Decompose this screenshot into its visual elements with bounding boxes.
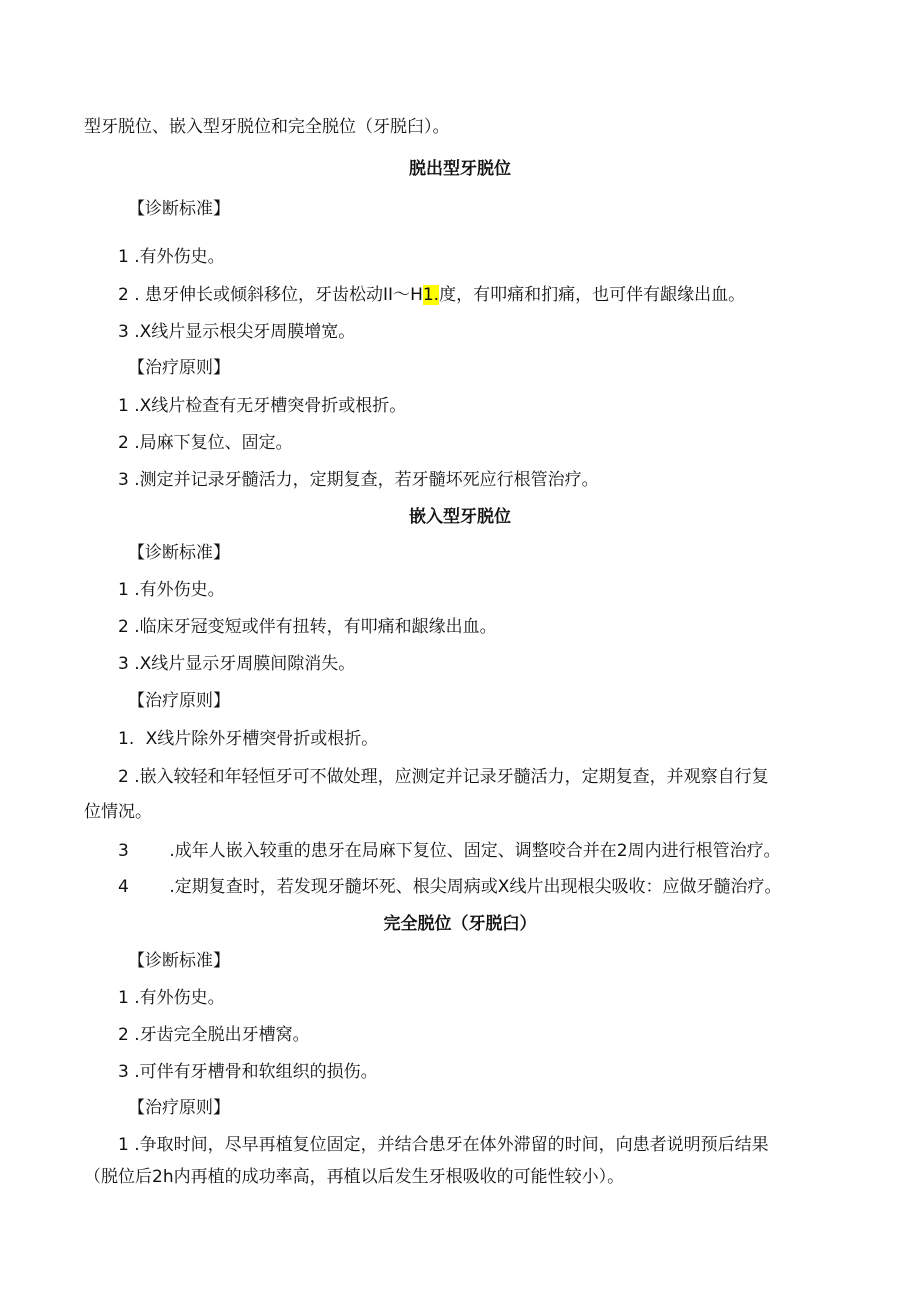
list-item (118, 616, 497, 638)
item-text: .嵌入较轻和年轻恒牙可不做处理，应测定并记录牙髓活力，定期复查，并观察自行复 (134, 767, 769, 787)
list-item (118, 1134, 769, 1156)
item-number: 1 (118, 396, 129, 416)
list-item (118, 1024, 310, 1046)
item-text: .争取时间，尽早再植复位固定，并结合患牙在体外滞留的时间，向患者说明预后结果 (134, 1135, 769, 1155)
item-text: .成年人嵌入较重的患牙在局麻下复位、固定、调整咬合并在2周内进行根管治疗。 (169, 841, 781, 861)
item-text: .局麻下复位、固定。 (134, 433, 293, 453)
list-item (118, 321, 355, 343)
list-item (118, 876, 781, 898)
item-text: .X线片检查有无牙槽突骨折或根折。 (134, 396, 407, 416)
item-number: 4 (118, 877, 129, 897)
item-text: . 患牙伸长或倾斜移位，牙齿松动II～H (134, 285, 423, 305)
item-text: .X线片显示牙周膜间隙消失。 (134, 654, 356, 674)
list-item (118, 1061, 378, 1083)
item-number: 1. (118, 729, 135, 749)
list-item (118, 432, 293, 454)
item-number: 2 (118, 617, 129, 637)
list-item (118, 728, 378, 750)
item-number: 1 (118, 988, 129, 1008)
item-number: 3 (118, 470, 129, 490)
list-item (118, 766, 769, 788)
item-text: .测定并记录牙髓活力，定期复查，若牙髓坏死应行根管治疗。 (134, 470, 599, 490)
item-number: 3 (118, 322, 129, 342)
item-text: X线片除外牙槽突骨折或根折。 (145, 729, 379, 749)
item-number: 3 (118, 654, 129, 674)
list-item (118, 284, 745, 306)
item-number: 1 (118, 1135, 129, 1155)
treatment-label: 【治疗原则】 (128, 691, 230, 711)
section-title: 脱出型牙脱位 (409, 159, 511, 179)
item-text: 度，有叩痛和扪痛，也可伴有龈缘出血。 (439, 285, 746, 305)
section-title: 完全脱位（牙脱臼） (383, 914, 537, 934)
list-item (118, 653, 355, 675)
item-text: .有外伤史。 (134, 580, 225, 600)
list-item (118, 840, 781, 862)
list-item (118, 469, 599, 491)
item-text: .X线片显示根尖牙周膜增宽。 (134, 322, 356, 342)
treatment-label: 【治疗原则】 (128, 1098, 230, 1118)
item-number: 3 (118, 1062, 129, 1082)
item-text: .有外伤史。 (134, 988, 225, 1008)
diagnosis-label: 【诊断标准】 (128, 951, 230, 971)
item-number: 3 (118, 841, 129, 861)
list-item (118, 987, 225, 1009)
treatment-label: 【治疗原则】 (128, 358, 230, 378)
item-text: .牙齿完全脱出牙槽窝。 (134, 1025, 310, 1045)
item-number: 2 (118, 433, 129, 453)
item-number: 1 (118, 247, 129, 267)
item-text: .可伴有牙槽骨和软组织的损伤。 (134, 1062, 378, 1082)
item-text: .临床牙冠变短或伴有扭转，有叩痛和龈缘出血。 (134, 617, 497, 637)
item-number: 2 (118, 1025, 129, 1045)
item-number: 2 (118, 285, 129, 305)
item-text: .有外伤史。 (134, 247, 225, 267)
list-item (118, 579, 225, 601)
item-text-continued: （脱位后2h内再植的成功率高，再植以后发生牙根吸收的可能性较小）。 (84, 1167, 625, 1187)
section-title: 嵌入型牙脱位 (409, 507, 511, 527)
diagnosis-label: 【诊断标准】 (128, 543, 230, 563)
item-text: .定期复查时，若发现牙髓坏死、根尖周病或X线片出现根尖吸收：应做牙髓治疗。 (169, 877, 782, 897)
diagnosis-label: 【诊断标准】 (128, 199, 230, 219)
intro-text: 型牙脱位、嵌入型牙脱位和完全脱位（牙脱臼）。 (84, 117, 450, 137)
list-item (118, 395, 406, 417)
highlighted-text: 1. (422, 285, 440, 305)
item-number: 1 (118, 580, 129, 600)
item-number: 2 (118, 767, 129, 787)
item-text-continued: 位情况。 (84, 802, 152, 822)
list-item (118, 246, 225, 268)
